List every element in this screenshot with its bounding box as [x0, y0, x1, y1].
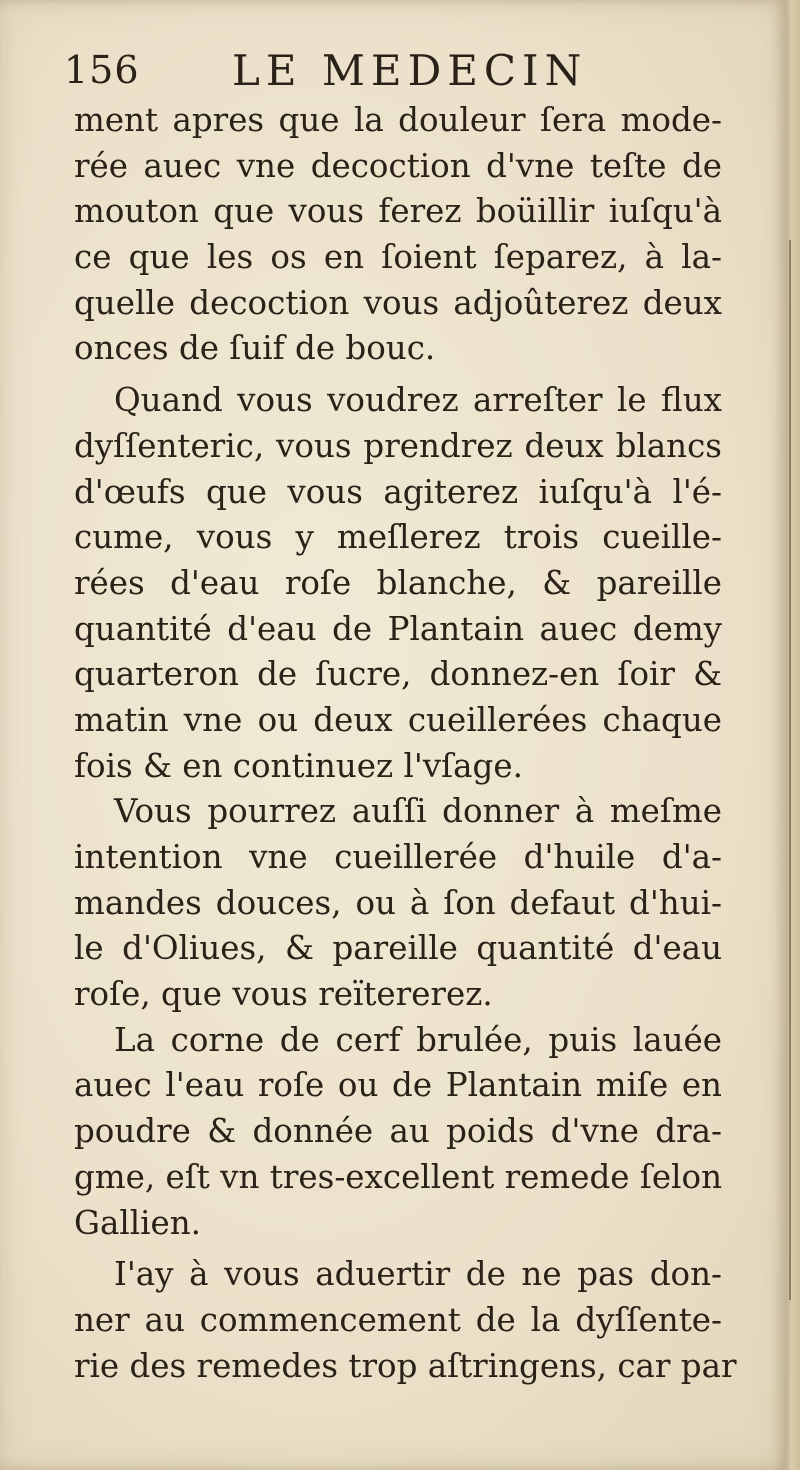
text-line: cume, vous y meſlerez trois cueille-: [74, 518, 722, 557]
paragraph: [74, 98, 722, 372]
text-line: le d'Oliues, & pareille quantité d'eau: [74, 929, 722, 968]
text-line: poudre & donnée au poids d'vne dra-: [74, 1112, 722, 1151]
text-line: rée auec vne decoction d'vne teſte de: [74, 146, 722, 185]
text-line: quantité d'eau de Plantain auec demy: [74, 609, 722, 648]
text-line: gme, eſt vn tres-excellent remede ſelon: [74, 1157, 722, 1196]
binding-line: [789, 240, 791, 1300]
text-line: Quand vous voudrez arreſter le flux: [114, 381, 722, 420]
text-line: mandes douces, ou à ſon defaut d'hui-: [74, 883, 722, 922]
text-line: Vous pourrez auſſi donner à meſme: [114, 792, 722, 831]
paragraph: [74, 378, 722, 789]
text-line: ment apres que la douleur ſera mode-: [74, 101, 722, 139]
running-head: LE MEDECIN: [232, 46, 588, 95]
paragraph: [74, 1018, 722, 1246]
text-line: quelle decoction vous adjoûterez deux: [74, 283, 722, 322]
page-number: 156: [64, 48, 140, 92]
text-line: auec l'eau roſe ou de Plantain miſe en: [74, 1066, 722, 1105]
text-line: rie des remedes trop aſtringens, car par: [74, 1346, 737, 1385]
text-line: I'ay à vous aduertir de ne pas don-: [114, 1255, 722, 1294]
body-text: [74, 98, 737, 1389]
paragraph: [74, 789, 722, 1017]
text-line: matin vne ou deux cueillerées chaque: [74, 700, 722, 739]
text-line: fois & en continuez l'vſage.: [74, 746, 523, 785]
text-line: ner au commencement de la dyſſente-: [74, 1300, 722, 1339]
text-line: roſe, que vous reïtererez.: [74, 975, 493, 1014]
text-line: La corne de cerf brulée, puis lauée: [114, 1020, 722, 1059]
text-line: onces de ſuif de bouc.: [74, 329, 436, 368]
text-line: Gallien.: [74, 1203, 202, 1242]
page-header: [64, 38, 624, 100]
text-line: rées d'eau roſe blanche, & pareille: [74, 563, 722, 602]
text-line: intention vne cueillerée d'huile d'a-: [74, 838, 722, 876]
text-line: quarteron de ſucre, donnez-en ſoir &: [74, 655, 722, 694]
text-line: ce que les os en ſoient ſeparez, à la-: [74, 238, 722, 277]
paragraph: [74, 1252, 737, 1389]
text-line: mouton que vous ferez boüillir iuſqu'à: [74, 192, 722, 231]
text-line: dyſſenteric, vous prendrez deux blancs: [74, 426, 722, 465]
text-line: d'œufs que vous agiterez iuſqu'à l'é-: [74, 472, 722, 511]
